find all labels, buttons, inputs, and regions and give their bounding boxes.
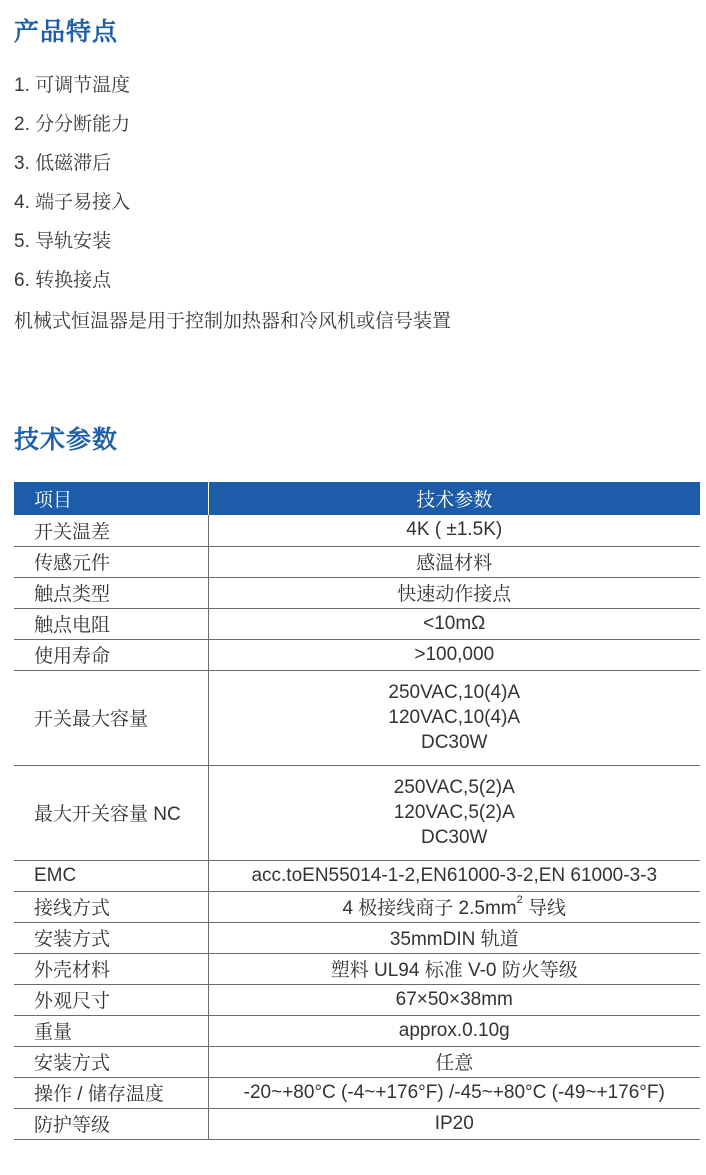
value-line: 250VAC,5(2)A bbox=[393, 777, 515, 798]
feature-list bbox=[14, 66, 130, 300]
table-row bbox=[14, 515, 700, 546]
row-label: 开关最大容量 bbox=[14, 670, 208, 765]
table-row bbox=[14, 670, 700, 765]
row-value: 4K ( ±1.5K) bbox=[208, 515, 700, 546]
product-description: 机械式恒温器是用于控制加热器和冷风机或信号装置 bbox=[14, 311, 452, 332]
table-row bbox=[14, 1046, 700, 1077]
row-label: 触点类型 bbox=[14, 577, 208, 608]
table-row bbox=[14, 922, 700, 953]
row-label: 传感元件 bbox=[14, 546, 208, 577]
row-label: 操作 / 储存温度 bbox=[14, 1077, 208, 1108]
feature-item: 4. 端子易接入 bbox=[14, 192, 131, 213]
row-label: 使用寿命 bbox=[14, 639, 208, 670]
row-value bbox=[208, 891, 700, 922]
spec-table-header bbox=[14, 482, 700, 515]
feature-item: 2. 分分断能力 bbox=[14, 114, 131, 135]
value-text: 导线 bbox=[522, 898, 567, 919]
table-row bbox=[14, 546, 700, 577]
table-row bbox=[14, 1108, 700, 1139]
row-value: <10mΩ bbox=[208, 608, 700, 639]
row-value: -20~+80°C (-4~+176°F) /-45~+80°C (-49~+176°F) bbox=[208, 1077, 700, 1108]
row-label: EMC bbox=[14, 860, 208, 891]
row-value: 任意 bbox=[208, 1046, 700, 1077]
table-row bbox=[14, 984, 700, 1015]
row-value: acc.toEN55014-1-2,EN61000-3-2,EN 61000-3-3 bbox=[208, 860, 700, 891]
row-value: 感温材料 bbox=[208, 546, 700, 577]
row-label: 开关温差 bbox=[14, 515, 208, 546]
spec-table bbox=[14, 482, 700, 1140]
value-line: DC30W bbox=[420, 732, 488, 753]
table-row bbox=[14, 765, 700, 860]
value-line: DC30W bbox=[420, 827, 488, 848]
value-line: 120VAC,5(2)A bbox=[393, 802, 515, 823]
table-row bbox=[14, 891, 700, 922]
table-row bbox=[14, 577, 700, 608]
row-value: 35mmDIN 轨道 bbox=[208, 922, 700, 953]
row-label: 重量 bbox=[14, 1015, 208, 1046]
feature-item: 6. 转换接点 bbox=[14, 270, 112, 291]
row-label: 外观尺寸 bbox=[14, 984, 208, 1015]
row-value: >100,000 bbox=[208, 639, 700, 670]
feature-item: 5. 导轨安装 bbox=[14, 231, 112, 252]
row-value: 67×50×38mm bbox=[208, 984, 700, 1015]
row-label: 最大开关容量 NC bbox=[14, 765, 208, 860]
table-row bbox=[14, 860, 700, 891]
row-value: IP20 bbox=[208, 1108, 700, 1139]
table-row bbox=[14, 953, 700, 984]
header-value: 技术参数 bbox=[208, 482, 700, 515]
value-text: 4 极接线商子 2.5mm bbox=[342, 898, 517, 919]
features-title: 产品特点 bbox=[14, 18, 119, 46]
value-line: 250VAC,10(4)A bbox=[388, 682, 521, 703]
table-row bbox=[14, 608, 700, 639]
row-label: 防护等级 bbox=[14, 1108, 208, 1139]
specs-title: 技术参数 bbox=[14, 426, 119, 454]
value-superscript: 2 bbox=[516, 894, 523, 906]
row-value: approx.0.10g bbox=[208, 1015, 700, 1046]
row-label: 安装方式 bbox=[14, 922, 208, 953]
row-label: 外壳材料 bbox=[14, 953, 208, 984]
row-label: 触点电阻 bbox=[14, 608, 208, 639]
header-item: 项目 bbox=[14, 482, 208, 515]
row-label: 安装方式 bbox=[14, 1046, 208, 1077]
table-row bbox=[14, 639, 700, 670]
feature-item: 3. 低磁滞后 bbox=[14, 153, 112, 174]
feature-item: 1. 可调节温度 bbox=[14, 75, 131, 96]
table-row bbox=[14, 1077, 700, 1108]
value-line: 120VAC,10(4)A bbox=[388, 707, 521, 728]
row-value: 塑料 UL94 标准 V-0 防火等级 bbox=[208, 953, 700, 984]
table-row bbox=[14, 1015, 700, 1046]
row-label: 接线方式 bbox=[14, 891, 208, 922]
row-value bbox=[208, 670, 700, 765]
row-value: 快速动作接点 bbox=[208, 577, 700, 608]
row-value bbox=[208, 765, 700, 860]
